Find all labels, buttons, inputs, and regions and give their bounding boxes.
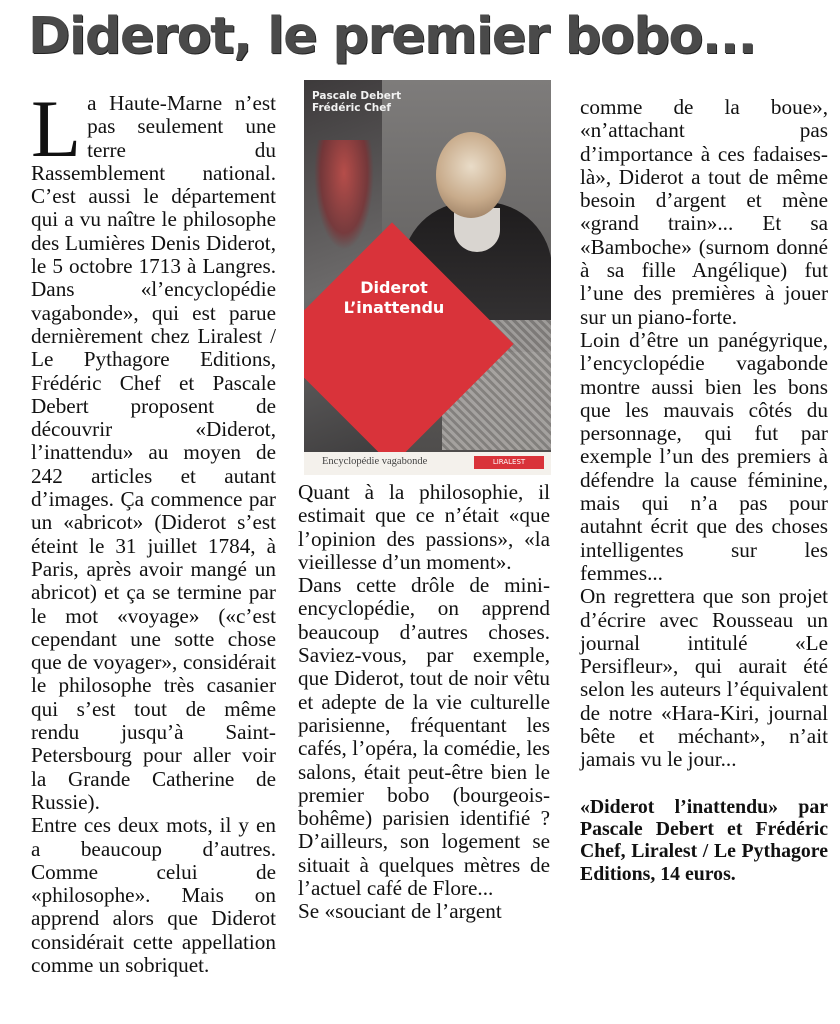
paragraph — [31, 83, 276, 814]
column-3 — [580, 96, 828, 885]
cover-author: Pascale Debert — [312, 90, 402, 102]
paragraph: comme de la boue», «n’attachant pas d’importance à ces fadaises-là», Diderot a tout de même besoin d’argent et mène «grand train»... Et sa «Bamboche» (surnom donné à sa fille Angélique) fut l’une des premières à jouer sur un piano-forte. — [580, 95, 828, 329]
paragraph: Quant à la philosophie, il estimait que ce n’était «que l’opinion des passions», «la vieillesse d’un moment». — [298, 480, 550, 574]
cover-series-name: Encyclopédie vagabonde — [322, 456, 428, 467]
paragraph: Se «souciant de l’argent — [298, 899, 502, 924]
paragraph: Dans cette drôle de mini-encyclopédie, on apprend beaucoup d’autres choses. Saviez-vous, par exemple, que Diderot, tout de noir vêtu et adepte de la vie culturelle parisienne, fréquentant les cafés, l’opéra, la comédie, les salons, était peut-être bien le premier bobo (bourgeois-bohême) parisien identifié ? D’ailleurs, son logement se situait à quelques mètres de l’actuel café de Flore... — [298, 573, 550, 901]
column-2 — [298, 481, 550, 924]
cover-title-line: L’inattendu — [343, 298, 445, 317]
cover-figure-illustration — [314, 140, 374, 250]
cover-publisher-logo: LIRALEST — [474, 456, 544, 469]
book-cover-image — [304, 80, 551, 475]
paragraph-text: a Haute-Marne n’est pas seulement une terre du Rassemblement national. C’est aussi le département qui a vu naître le philosophe des Lumières Denis Diderot, le 5 octobre 1713 à Langres. Dans «l’encyclopédie vagabonde», qui est parue dernièrement chez Liralest / Le Pythagore Editions, Frédéric Chef et Pascale Debert proposent de découvrir «Diderot, l’inattendu» au moyen de 242 articles et autant d’images. Ça commence par un «abricot» (Diderot s’est éteint le 31 juillet 1784, à Paris, après avoir mangé un abricot) et ça se termine par le mot «voyage» («c’est cependant une sotte chose que de voyager», considérait le philosophe très casanier qui s’est tout de même rendu jusqu’à Saint-Petersbourg pour aller voir la Grande Catherine de Russie). — [31, 91, 276, 814]
portrait-head — [436, 132, 506, 218]
paragraph: On regrettera que son projet d’écrire avec Rousseau un journal intitulé «Le Persifleur», qui aurait été selon les auteurs l’équivalent de notre «Hara-Kiri, journal bête et méchant», n’ait jamais vu le jour... — [580, 584, 828, 772]
article-headline: Diderot, le premier bobo... — [28, 7, 756, 66]
book-credit: «Diderot l’inattendu» par Pascale Debert et Frédéric Chef, Liralest / Le Pythagore Editions, 14 euros. — [580, 795, 828, 885]
cover-authors — [312, 90, 432, 114]
cover-book-title — [330, 278, 458, 318]
cover-author: Frédéric Chef — [312, 102, 391, 114]
drop-cap: L — [31, 83, 82, 174]
cover-title-line: Diderot — [360, 278, 428, 297]
paragraph: Entre ces deux mots, il y en a beaucoup d’autres. Comme celui de «philosophe». Mais on apprend alors que Diderot considérait cette appellation comme un sobriquet. — [31, 813, 276, 977]
paragraph: Loin d’être un panégyrique, l’encyclopédie vagabonde montre aussi bien les bons que les mauvais côtés du personnage, qui fut par exemple l’un des premiers à défendre la cause féminine, mais qui n’a pas pour autahnt écrit que des choses intelligentes sur les femmes... — [580, 327, 828, 585]
column-1 — [31, 83, 276, 977]
